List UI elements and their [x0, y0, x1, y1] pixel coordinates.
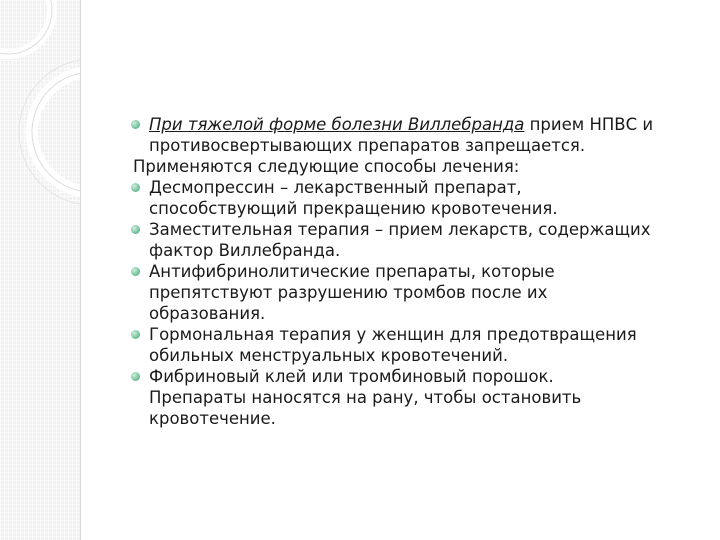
bullet-dot-icon [131, 183, 140, 192]
bullet-dot-icon [131, 120, 140, 129]
line-text: Заместительная терапия – прием лекарств, содержащих [149, 220, 651, 239]
bullet-continuation [125, 282, 710, 303]
line-text: противосвертывающих препаратов запрещается. [149, 136, 586, 155]
bullet-dot-icon [131, 330, 140, 339]
bullet-item [125, 366, 710, 387]
bullet-continuation [125, 240, 710, 261]
line-text: Препараты наносятся на рану, чтобы остановить [149, 388, 582, 407]
slide-text-body [125, 114, 710, 429]
bullet-continuation [125, 135, 710, 156]
line-text: Применяются следующие способы лечения: [133, 157, 520, 176]
line-text: препятствуют разрушению тромбов после их [149, 283, 548, 302]
line-text: прием НПВС и [524, 115, 654, 134]
bullet-continuation [125, 345, 710, 366]
line-text: образования. [149, 304, 266, 323]
decorative-sidebar [0, 0, 81, 540]
line-text: обильных менструальных кровотечений. [149, 346, 509, 365]
line-text: способствующий прекращению кровотечения. [149, 199, 558, 218]
bullet-dot-icon [131, 225, 140, 234]
bullet-item [125, 177, 710, 198]
bullet-dot-icon [131, 267, 140, 276]
line-text: Фибриновый клей или тромбиновый порошок. [149, 367, 554, 386]
bullet-item [125, 114, 710, 135]
decorative-circles-graphic [0, 0, 80, 540]
line-text: Десмопрессин – лекарственный препарат, [149, 178, 522, 197]
bullet-dot-icon [131, 372, 140, 381]
bullet-continuation [125, 408, 710, 429]
bullet-continuation [125, 198, 710, 219]
bullet-item [125, 324, 710, 345]
bullet-continuation [125, 303, 710, 324]
intro-text [125, 156, 710, 177]
emphasized-text: При тяжелой форме болезни Виллебранда [149, 115, 525, 134]
line-text: кровотечение. [149, 409, 276, 428]
bullet-item [125, 219, 710, 240]
line-text: Гормональная терапия у женщин для предотвращения [149, 325, 637, 344]
line-text: фактор Виллебранда. [149, 241, 341, 260]
bullet-item [125, 261, 710, 282]
bullet-continuation [125, 387, 710, 408]
line-text: Антифибринолитические препараты, которые [149, 262, 555, 281]
